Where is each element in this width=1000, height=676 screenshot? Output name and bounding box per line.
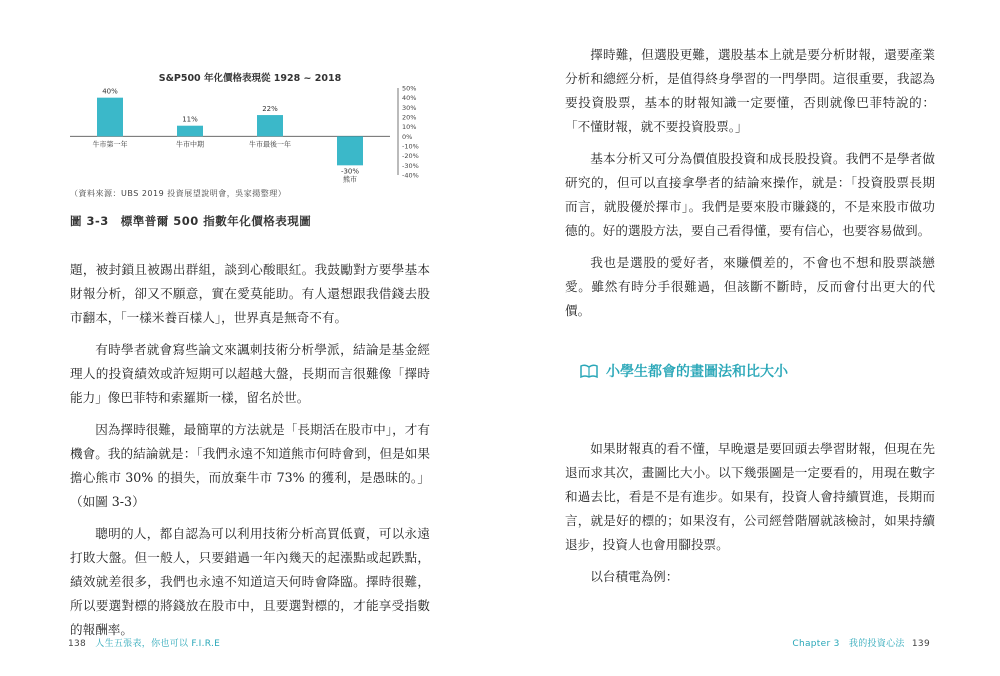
chapter-title: Chapter 3 我的投資心法	[792, 639, 905, 649]
data-label: 40%	[102, 87, 118, 96]
bar	[337, 136, 363, 165]
y-tick-label: 50%	[402, 84, 417, 93]
y-tick-label: -10%	[402, 142, 419, 151]
data-label: 11%	[182, 115, 198, 124]
paragraph: 我也是選股的愛好者，來賺價差的，不會也不想和股票談戀愛。雖然有時分手很難過，但該斷不斷時，反而會付出更大的代價。	[565, 255, 935, 318]
paragraph: 擇時難，但選股更難，選股基本上就是要分析財報，還要產業分析和總經分析，是值得終身學習的一門學問。這很重要，我認為要投資股票，基本的財報知識一定要懂，否則就像巴菲特說的：「不懂財報，就不要投資股票。」	[565, 47, 935, 134]
left-body-text	[70, 258, 430, 650]
figure-caption: 圖 3-3 標準普爾 500 指數年化價格表現圖	[70, 214, 312, 228]
y-tick-label: -20%	[402, 152, 419, 161]
section-title: 小學生都會的畫圖法和比大小	[606, 364, 788, 380]
footer-right	[792, 636, 930, 649]
right-body-text-top	[565, 43, 935, 331]
y-tick-label: -40%	[402, 171, 419, 180]
right-body-text-bottom	[565, 437, 935, 597]
data-label: 22%	[262, 105, 278, 114]
y-tick-label: 30%	[402, 103, 417, 112]
paragraph: 如果財報真的看不懂，早晚還是要回頭去學習財報，但現在先退而求其次，畫圖比大小。以下幾張圖是一定要看的，用現在數字和過去比，看是不是有進步。如果有，投資人會持續買進，長期而言，就是好的標的；如果沒有，公司經營階層就該檢討，如果持續退步，投資人也會用腳投票。	[565, 441, 935, 552]
chart-svg	[60, 70, 440, 200]
y-tick-label: 20%	[402, 113, 417, 122]
y-tick-label: -30%	[402, 161, 419, 170]
paragraph: 因為擇時很難，最簡單的方法就是「長期活在股市中」，才有機會。我的結論就是：「我們永遠不知道熊市何時會到，但是如果擔心熊市 30% 的損失，而放棄牛市 73% 的獲利，是愚昧的。」（如圖 3-3）	[70, 422, 430, 509]
y-tick-label: 10%	[402, 123, 417, 132]
figure-source: （資料來源：UBS 2019 投資展望說明會，吳家揚整理）	[70, 189, 287, 198]
paragraph: 以台積電為例：	[590, 569, 679, 584]
data-label: -30%	[340, 167, 360, 176]
paragraph: 基本分析又可分為價值股投資和成長股投資。我們不是學者做研究的，但可以直接拿學者的結論來操作，就是：「投資股票長期而言，就股優於擇市」。我們是要來股市賺錢的，不是來股市做功德的。好的選股方法，要自己看得懂，要有信心，也要容易做到。	[565, 151, 935, 238]
chart-title: S&P500 年化價格表現從 1928 ~ 2018	[158, 73, 342, 84]
bar	[257, 115, 283, 136]
category-label: 牛市第一年	[92, 140, 128, 149]
y-tick-label: 0%	[402, 132, 413, 141]
paragraph: 聰明的人，都自認為可以利用技術分析高買低賣，可以永遠打敗大盤。但一般人，只要錯過一年內幾天的起漲點或起跌點，績效就差很多，我們也永遠不知道這天何時會降臨。擇時很難，所以要選對標的將錢放在股市中，且要選對標的，才能享受指數的報酬率。	[70, 526, 430, 637]
paragraph: 有時學者就會寫些論文來諷刺技術分析學派，結論是基金經理人的投資績效或許短期可以超越大盤，長期而言很難像「擇時能力」像巴菲特和索羅斯一樣，留名於世。	[70, 342, 430, 405]
open-book-icon	[580, 364, 598, 378]
category-label: 牛市中期	[176, 140, 204, 149]
footer-left	[68, 636, 220, 649]
bar	[97, 98, 123, 137]
bar	[177, 126, 203, 137]
category-label: 熊市	[343, 175, 357, 184]
book-title: 人生五張表，你也可以 F.I.R.E	[95, 639, 221, 649]
category-label: 牛市最後一年	[249, 140, 291, 149]
paragraph: 題，被封鎖且被踢出群組，談到心酸眼紅。我鼓勵對方要學基本財報分析，卻又不願意，實在愛莫能助。有人還想跟我借錢去股市翻本，「一樣米養百樣人」，世界真是無奇不有。	[70, 262, 430, 325]
y-tick-label: 40%	[402, 94, 417, 103]
page-number: 138	[68, 639, 87, 649]
section-heading	[580, 361, 788, 381]
bar-chart	[60, 70, 440, 200]
page-number: 139	[911, 639, 930, 649]
